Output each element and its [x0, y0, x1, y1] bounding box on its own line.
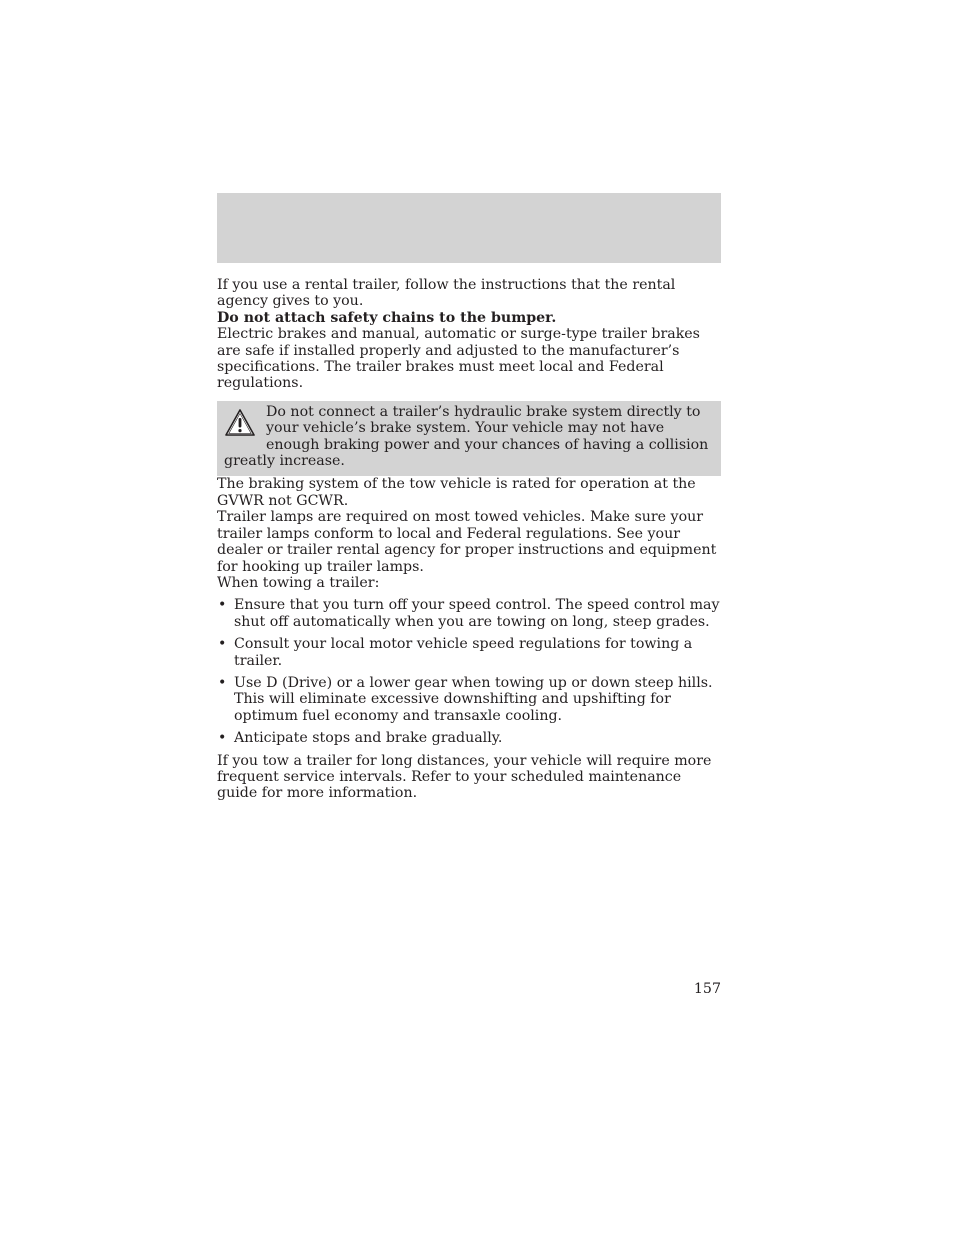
list-item	[217, 636, 723, 669]
list-item-text: Consult your local motor vehicle speed regulations for towing a trailer.	[234, 636, 693, 669]
page-number: 157	[693, 981, 721, 997]
warning-box	[217, 401, 721, 477]
bullet-icon: •	[218, 597, 227, 614]
list-item-text: Use D (Drive) or a lower gear when towing up or down steep hills. This will eliminate excessive downshifting and upshifting for optimum fuel economy and transaxle cooling.	[234, 674, 713, 724]
safety-chains-warning: Do not attach safety chains to the bumper.	[217, 309, 557, 326]
list-item	[217, 730, 723, 746]
section-header-band	[217, 193, 721, 263]
warning-triangle-icon	[224, 408, 256, 438]
list-item	[217, 597, 723, 630]
service-intervals-paragraph: If you tow a trailer for long distances, your vehicle will require more frequent service intervals. Refer to your scheduled maintenance guide for more information.	[217, 752, 712, 802]
warning-text: Do not connect a trailer’s hydraulic brake system directly to your vehicle’s brake system. Your vehicle may not have enough braking power and your chances of having a collision greatly increase.	[224, 403, 709, 470]
list-item	[217, 675, 723, 724]
electric-brakes-paragraph: Electric brakes and manual, automatic or surge-type trailer brakes are safe if installed properly and adjusted to the manufacturer’s specifications. The trailer brakes must meet local and Federal regulations.	[217, 326, 700, 392]
bullet-icon: •	[218, 730, 227, 747]
when-towing-list	[217, 597, 723, 746]
list-item-text: Anticipate stops and brake gradually.	[234, 730, 503, 747]
bullet-icon: •	[218, 636, 227, 653]
page-content	[217, 277, 723, 802]
trailer-lamps-paragraph: Trailer lamps are required on most towed vehicles. Make sure your trailer lamps conform to local and Federal regulations. See your dealer or trailer rental agency for proper instructions and equipment for hooking up trailer lamps.	[217, 509, 717, 575]
list-item-text: Ensure that you turn off your speed control. The speed control may shut off automatically when you are towing on long, steep grades.	[234, 597, 720, 630]
when-towing-intro: When towing a trailer:	[217, 574, 380, 591]
rental-trailer-paragraph: If you use a rental trailer, follow the instructions that the rental agency gives to you.	[217, 277, 676, 310]
braking-system-paragraph: The braking system of the tow vehicle is rated for operation at the GVWR not GCWR.	[217, 476, 696, 509]
bullet-icon: •	[218, 674, 227, 691]
